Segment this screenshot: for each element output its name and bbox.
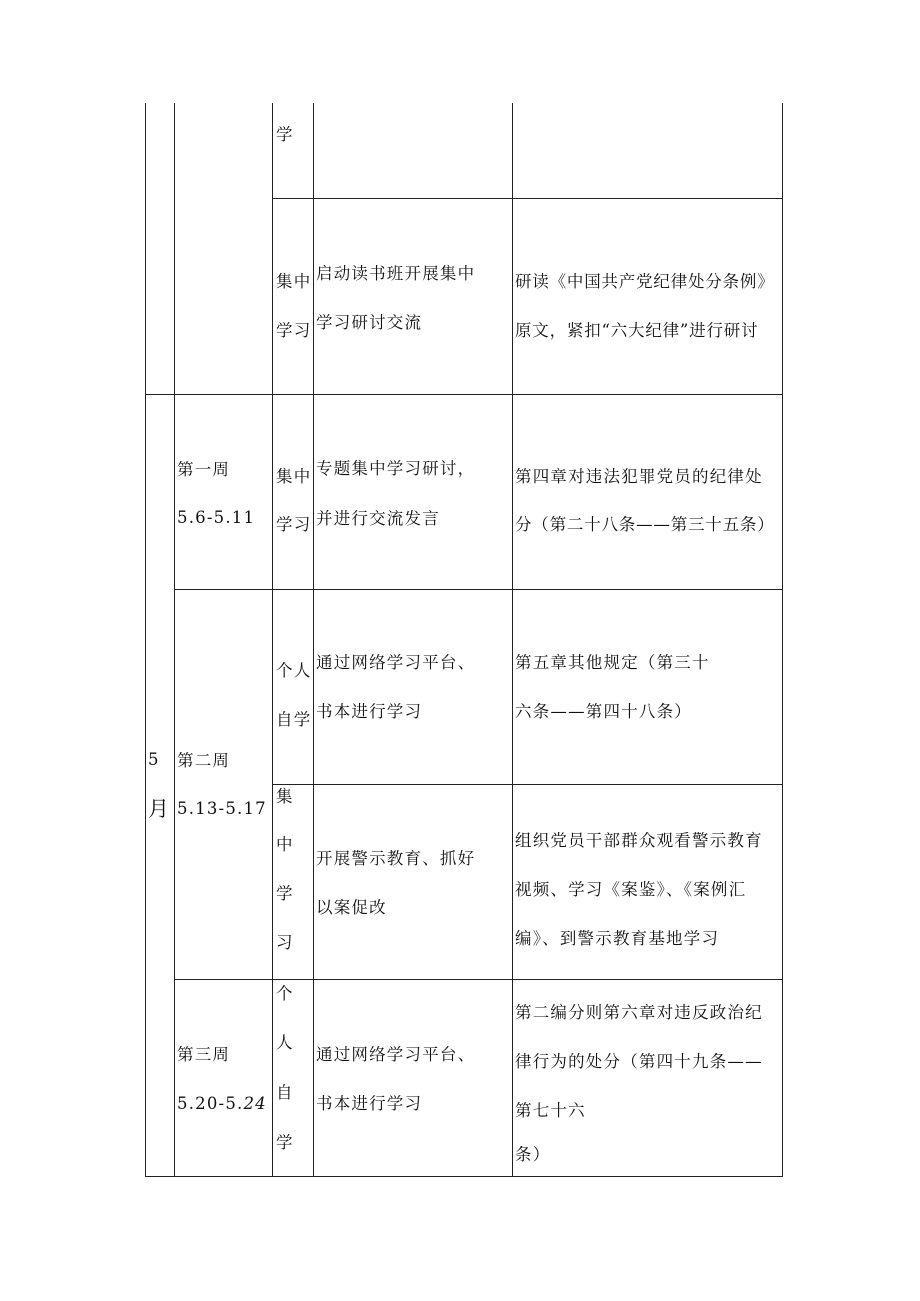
method-cell: 个人 bbox=[276, 661, 312, 680]
content-cell: 六条——第四十八条） bbox=[515, 702, 692, 721]
method-cell: 学 bbox=[276, 125, 294, 144]
row-divider bbox=[272, 198, 783, 199]
content-cell: 第五章其他规定（第三十 bbox=[515, 653, 710, 672]
week-label: 第一周 bbox=[177, 460, 231, 479]
content-cell: 原文，紧扣“六大纪律”进行研讨 bbox=[515, 321, 759, 340]
content-cell: 组织党员干部群众观看警示教育 bbox=[515, 831, 763, 850]
content-cell: 第二编分则第六章对违反政治纪 bbox=[515, 1003, 763, 1022]
week-dates bbox=[177, 1094, 267, 1114]
week-dates: 5.6-5.11 bbox=[177, 508, 256, 527]
column-divider bbox=[512, 103, 513, 1177]
content-cell: 律行为的处分（第四十九条—— bbox=[515, 1052, 763, 1071]
row-divider bbox=[145, 394, 783, 395]
week-dates: 5.13-5.17 bbox=[177, 799, 267, 818]
form-cell: 学习研讨交流 bbox=[316, 313, 423, 332]
column-divider bbox=[272, 103, 273, 1177]
method-cell: 人 bbox=[276, 1033, 294, 1052]
form-cell: 启动读书班开展集中 bbox=[316, 264, 476, 283]
form-cell: 书本进行学习 bbox=[316, 1094, 423, 1113]
form-cell: 通过网络学习平台、 bbox=[316, 1045, 476, 1064]
method-cell: 学 bbox=[276, 1133, 294, 1152]
form-cell: 开展警示教育、抓好 bbox=[316, 849, 476, 868]
form-cell: 通过网络学习平台、 bbox=[316, 653, 476, 672]
content-cell: 第七十六 bbox=[515, 1101, 586, 1120]
table-border-left bbox=[145, 103, 146, 1177]
month-unit: 月 bbox=[148, 797, 171, 821]
column-divider bbox=[313, 103, 314, 1177]
content-cell: 研读《中国共产党纪律处分条例》 bbox=[515, 272, 775, 291]
table-border-bottom bbox=[145, 1176, 783, 1177]
content-cell: 第四章对违法犯罪党员的纪律处 bbox=[515, 467, 763, 486]
method-cell: 自 bbox=[276, 1083, 294, 1102]
content-cell: 编》、到警示教育基地学习 bbox=[515, 929, 720, 948]
content-cell: 条） bbox=[515, 1145, 551, 1164]
week-dates-end: 24 bbox=[243, 1094, 267, 1113]
method-cell: 个 bbox=[276, 984, 294, 1003]
method-cell: 自学 bbox=[276, 710, 312, 729]
method-cell: 集中 bbox=[276, 467, 312, 486]
table-border-right bbox=[782, 103, 783, 1177]
row-divider bbox=[272, 784, 783, 785]
content-cell: 视频、学习《案鉴》、《案例汇 bbox=[515, 880, 747, 899]
method-cell: 学习 bbox=[276, 321, 312, 340]
method-cell: 学习 bbox=[276, 515, 312, 534]
week-label: 第二周 bbox=[177, 751, 231, 770]
month-number: 5 bbox=[148, 750, 160, 769]
method-cell: 学 bbox=[276, 884, 294, 903]
column-divider bbox=[174, 103, 175, 1177]
form-cell: 以案促改 bbox=[316, 898, 387, 917]
week-dates-main: 5.20-5. bbox=[177, 1094, 244, 1113]
form-cell: 专题集中学习研讨， bbox=[316, 459, 476, 478]
row-divider bbox=[174, 979, 783, 980]
row-divider bbox=[174, 589, 783, 590]
week-label: 第三周 bbox=[177, 1045, 231, 1064]
method-cell: 集中 bbox=[276, 272, 312, 291]
method-cell: 习 bbox=[276, 933, 294, 952]
form-cell: 书本进行学习 bbox=[316, 702, 423, 721]
method-cell: 集 bbox=[276, 787, 294, 806]
content-cell: 分（第二十八条——第三十五条） bbox=[515, 515, 775, 534]
form-cell: 并进行交流发言 bbox=[316, 509, 440, 528]
method-cell: 中 bbox=[276, 835, 294, 854]
